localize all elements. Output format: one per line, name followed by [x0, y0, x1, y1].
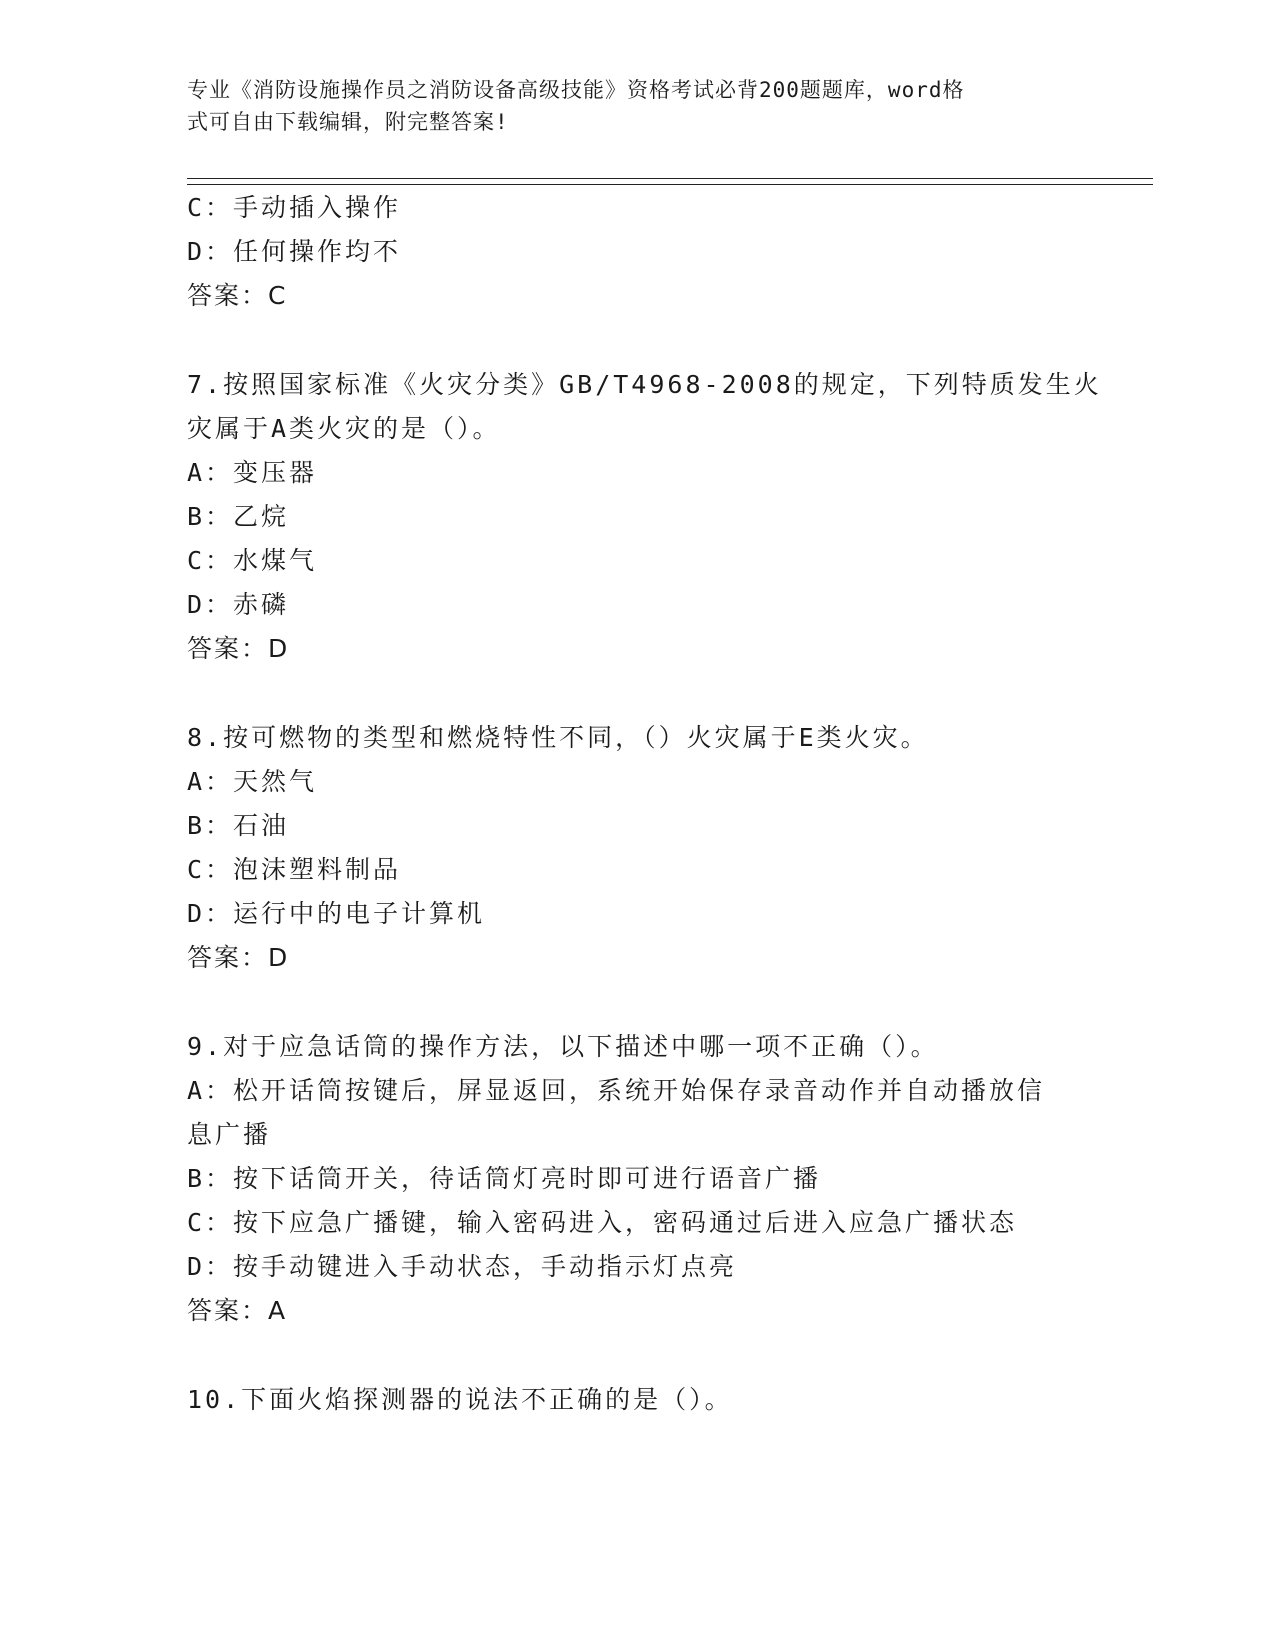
q6-answer: 答案：C [187, 281, 288, 310]
document-header [187, 74, 1067, 138]
q9-option-a-line-2: 息广播 [187, 1120, 272, 1149]
q7-stem-line-2: 灾属于A类火灾的是（）。 [187, 414, 501, 443]
q7-stem-line-1: 7.按照国家标准《火灾分类》GB/T4968-2008的规定，下列特质发生火 [187, 370, 1102, 399]
q7-option-a: A：变压器 [187, 458, 318, 487]
q8-option-a: A：天然气 [187, 767, 318, 796]
header-divider-top [187, 178, 1153, 179]
q8-option-b: B：石油 [187, 811, 290, 840]
header-line-1: 专业《消防设施操作员之消防设备高级技能》资格考试必背200题题库，word格 [187, 78, 965, 102]
q9-option-b: B：按下话筒开关，待话筒灯亮时即可进行语音广播 [187, 1164, 822, 1193]
q9-stem: 9.对于应急话筒的操作方法，以下描述中哪一项不正确（）。 [187, 1032, 939, 1061]
q9-answer: 答案：A [187, 1296, 288, 1325]
q8-option-c: C：泡沫塑料制品 [187, 855, 402, 884]
q9-option-c: C：按下应急广播键，输入密码进入，密码通过后进入应急广播状态 [187, 1208, 1018, 1237]
q8-answer: 答案：D [187, 943, 290, 972]
header-line-2: 式可自由下载编辑，附完整答案! [187, 110, 509, 134]
q9-option-d: D：按手动键进入手动状态，手动指示灯点亮 [187, 1252, 738, 1281]
q8-stem: 8.按可燃物的类型和燃烧特性不同，（）火灾属于E类火灾。 [187, 723, 929, 752]
q7-option-c: C：水煤气 [187, 546, 318, 575]
q7-option-d: D：赤磷 [187, 590, 290, 619]
q6-option-c: C：手动插入操作 [187, 193, 402, 222]
header-divider-bottom [187, 184, 1153, 185]
q9-option-a-line-1: A：松开话筒按键后，屏显返回，系统开始保存录音动作并自动播放信 [187, 1076, 1046, 1105]
q6-option-d: D：任何操作均不 [187, 237, 402, 266]
q7-answer: 答案：D [187, 634, 290, 663]
q10-stem: 10.下面火焰探测器的说法不正确的是（）。 [187, 1385, 733, 1414]
q8-option-d: D：运行中的电子计算机 [187, 899, 486, 928]
q7-option-b: B：乙烷 [187, 502, 290, 531]
